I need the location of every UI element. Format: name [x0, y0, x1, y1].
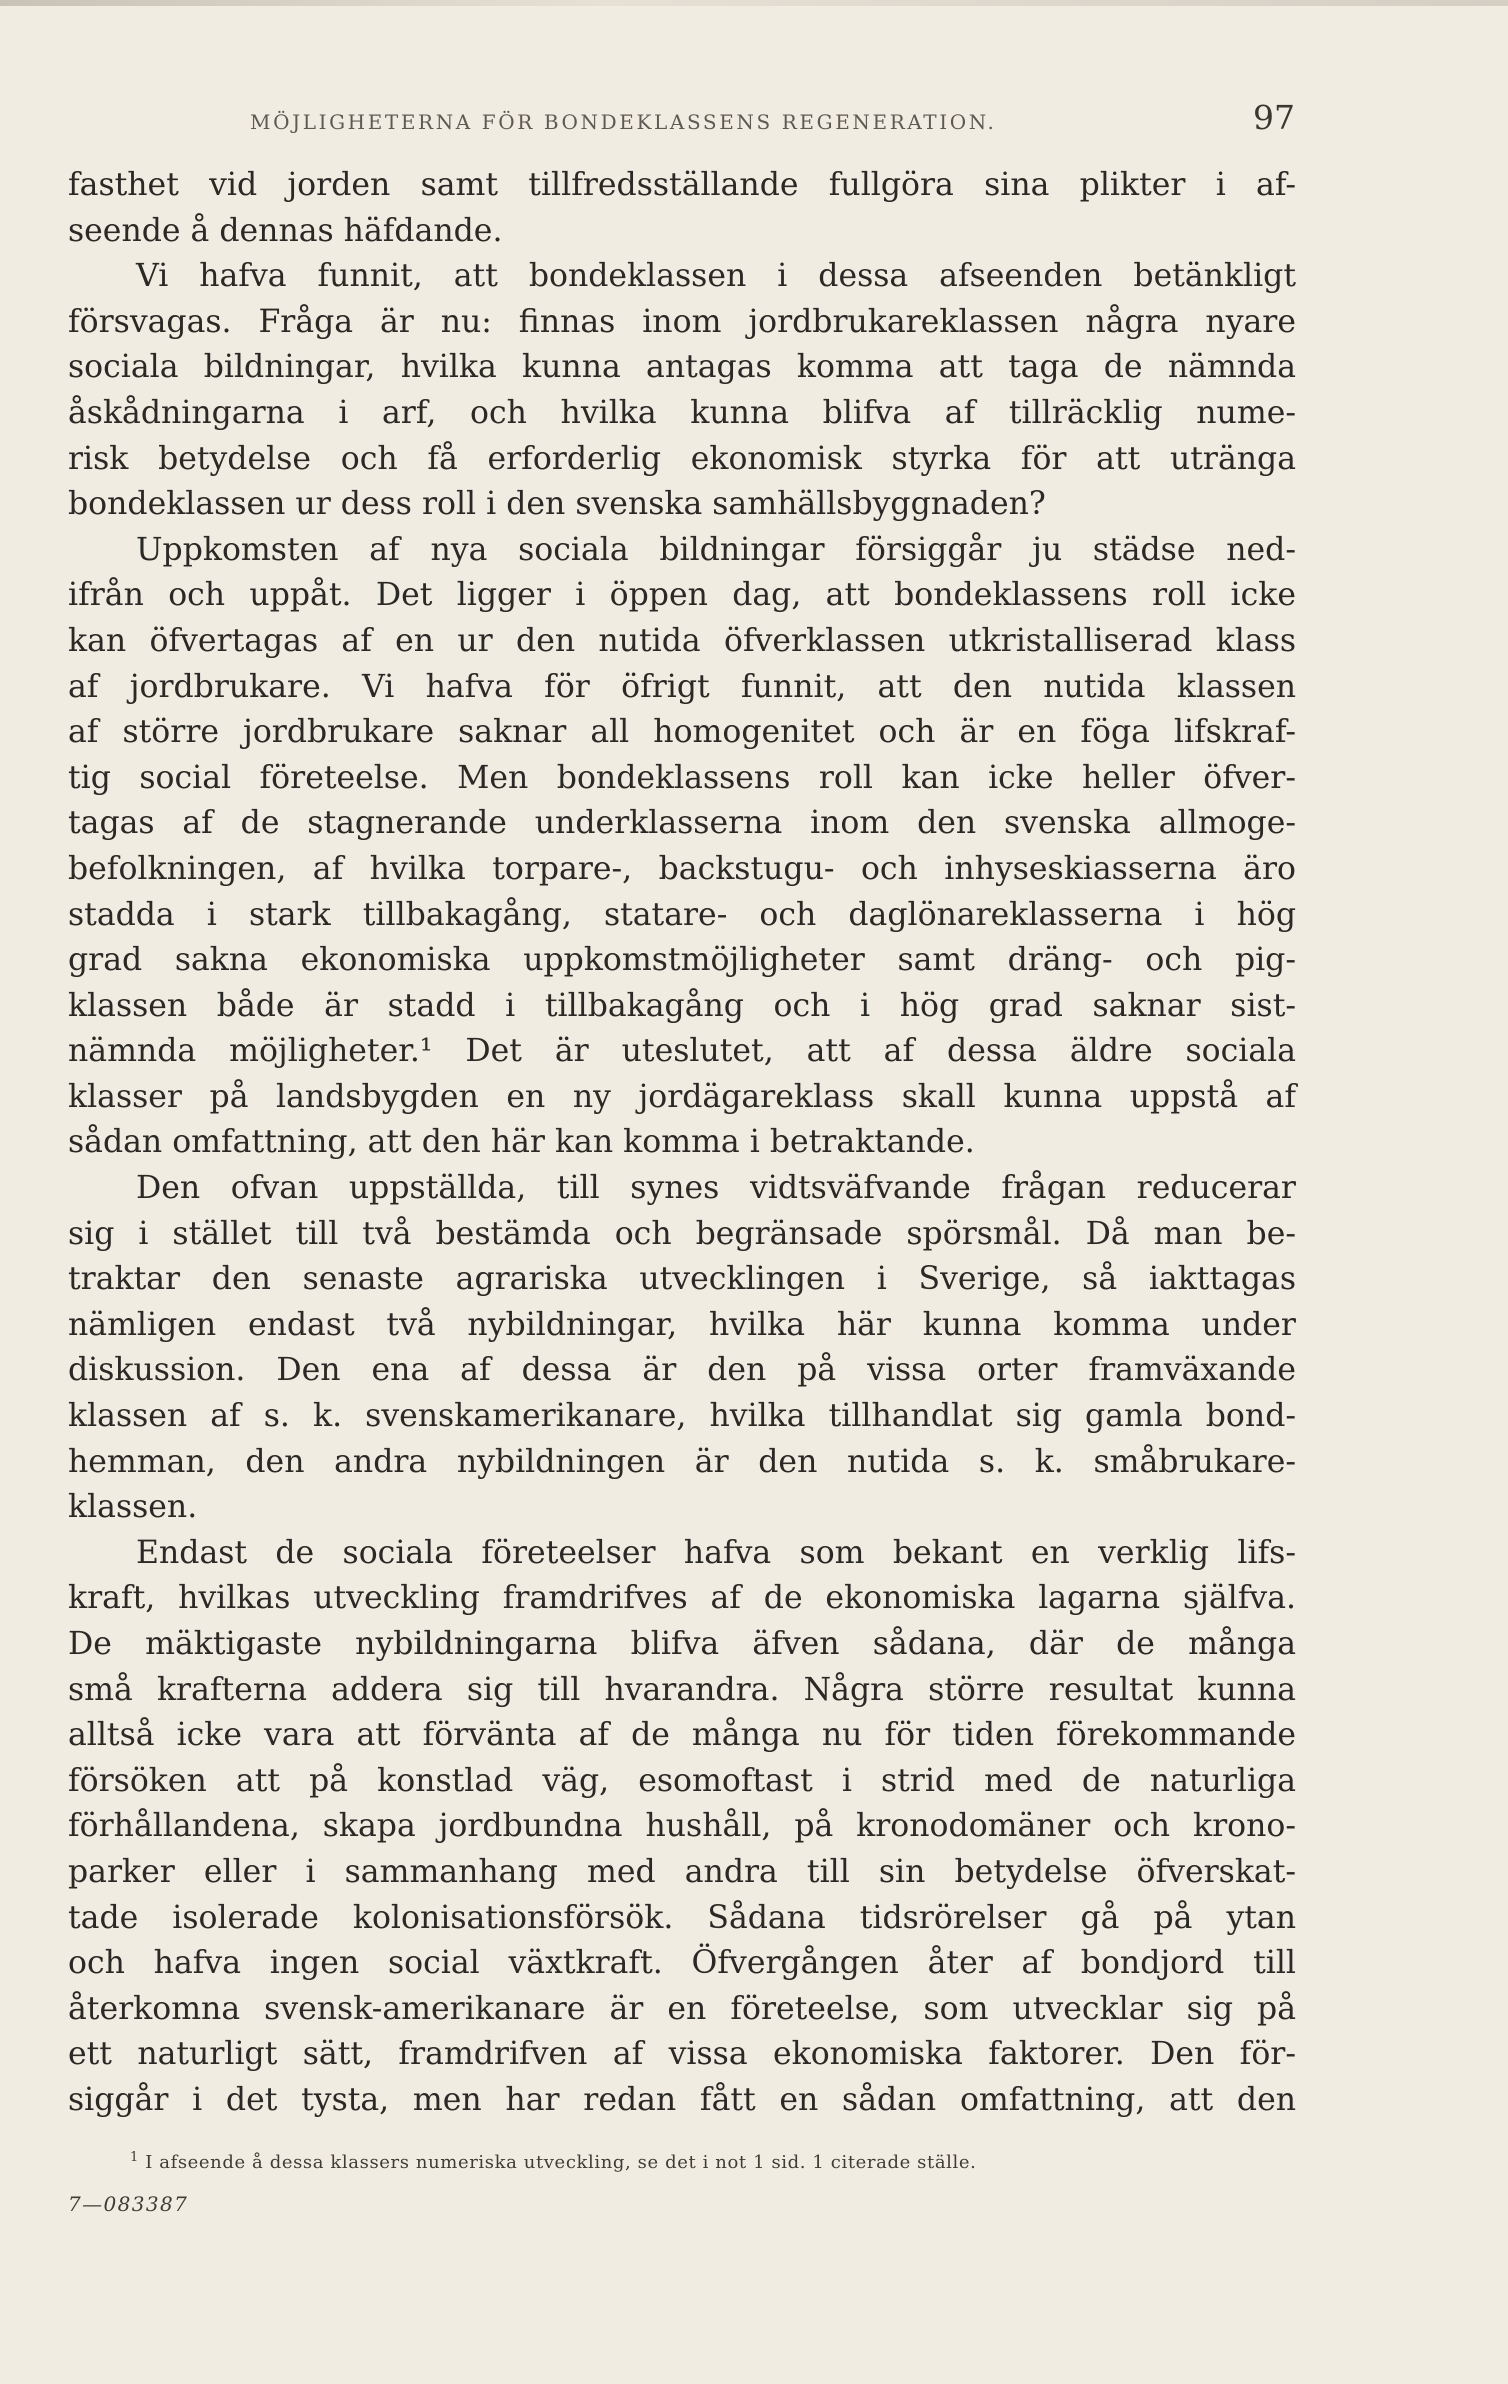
text-line: bondeklassen ur dess roll i den svenska samhällsbyggnaden?	[68, 486, 1046, 523]
text-line: befolkningen, af hvilka torpare-, backstugu- och inhyseskiasserna äro	[68, 850, 1296, 887]
text-line: parker eller i sammanhang med andra till sin betydelse öfverskat-	[68, 1853, 1296, 1890]
text-line: och hafva ingen social växtkraft. Öfvergången åter af bondjord till	[68, 1945, 1296, 1982]
text-line: diskussion. Den ena af dessa är den på vissa orter framväxande	[68, 1352, 1296, 1389]
text-line: försvagas. Fråga är nu: finnas inom jordbrukareklassen några nyare	[68, 303, 1296, 340]
text-line: klassen af s. k. svenskamerikanare, hvilka tillhandlat sig gamla bond-	[68, 1398, 1296, 1435]
footnote-text: I afseende å dessa klassers numeriska utveckling, se det i not 1 sid. 1 citerade ställe.	[145, 2152, 977, 2173]
text-line: kraft, hvilkas utveckling framdrifves af de ekonomiska lagarna själfva.	[68, 1580, 1296, 1617]
text-line: af jordbrukare. Vi hafva för öfrigt funnit, att den nutida klassen	[68, 668, 1296, 705]
text-line: nämligen endast två nybildningar, hvilka här kunna komma under	[68, 1306, 1296, 1343]
text-line: klassen.	[68, 1489, 198, 1526]
text-line: siggår i det tysta, men har redan fått en sådan omfattning, att den	[68, 2081, 1296, 2118]
scan-top-edge	[0, 0, 1508, 6]
text-line: alltså icke vara att förvänta af de många nu för tiden förekommande	[68, 1717, 1296, 1754]
text-line: ifrån och uppåt. Det ligger i öppen dag, att bondeklassens roll icke	[68, 577, 1296, 614]
text-line: af större jordbrukare saknar all homogenitet och är en föga lifskraf-	[68, 714, 1296, 751]
text-line: De mäktigaste nybildningarna blifva äfven sådana, där de många	[68, 1626, 1296, 1662]
text-line: Den ofvan uppställda, till synes vidtsväfvande frågan reducerar	[136, 1170, 1296, 1207]
text-line: traktar den senaste agrariska utvecklingen i Sverige, så iakttagas	[68, 1261, 1296, 1298]
text-line: risk betydelse och få erforderlig ekonomisk styrka för att utränga	[68, 440, 1296, 477]
text-line: Uppkomsten af nya sociala bildningar försiggår ju städse ned-	[136, 531, 1296, 568]
text-line: grad sakna ekonomiska uppkomstmöjligheter samt dräng- och pig-	[68, 942, 1296, 979]
printer-signature: 7—083387	[68, 2192, 189, 2216]
text-line: stadda i stark tillbakagång, statare- och daglönareklasserna i hög	[68, 896, 1296, 933]
footnote-marker: 1	[130, 2150, 139, 2165]
text-line: sig i stället till två bestämda och begränsade spörsmål. Då man be-	[68, 1215, 1296, 1252]
text-line: klasser på landsbygden en ny jordägareklass skall kunna uppstå af	[68, 1078, 1296, 1115]
text-line: sociala bildningar, hvilka kunna antagas komma att taga de nämnda	[68, 349, 1296, 386]
body-text	[68, 163, 1296, 2124]
running-title: MÖJLIGHETERNA FÖR BONDEKLASSENS REGENERATION.	[250, 110, 997, 134]
text-line: återkomna svensk-amerikanare är en företeelse, som utvecklar sig på	[68, 1990, 1296, 2027]
text-line: kan öfvertagas af en ur den nutida öfverklassen utkristalliserad klass	[68, 622, 1296, 659]
text-line: fasthet vid jorden samt tillfredsställande fullgöra sina plikter i af-	[68, 167, 1296, 203]
text-line: åskådningarna i arf, och hvilka kunna blifva af tillräcklig nume-	[68, 394, 1296, 431]
text-line: sådan omfattning, att den här kan komma i betraktande.	[68, 1124, 975, 1161]
text-line: klassen både är stadd i tillbakagång och i hög grad saknar sist-	[68, 987, 1296, 1024]
text-line: tig social företeelse. Men bondeklassens roll kan icke heller öfver-	[68, 759, 1296, 796]
text-line: Vi hafva funnit, att bondeklassen i dessa afseenden betänkligt	[136, 258, 1296, 295]
page-header	[70, 98, 1295, 148]
text-line: förhållandena, skapa jordbundna hushåll, på kronodomäner och krono-	[68, 1808, 1296, 1845]
text-line: tagas af de stagnerande underklasserna inom den svenska allmoge-	[68, 805, 1296, 842]
text-line: Endast de sociala företeelser hafva som bekant en verklig lifs-	[136, 1534, 1296, 1571]
text-line: små krafterna addera sig till hvarandra. Några större resultat kunna	[68, 1671, 1296, 1708]
footnote	[130, 2150, 1230, 2173]
text-line: seende å dennas häfdande.	[68, 212, 503, 249]
text-line: hemman, den andra nybildningen är den nutida s. k. småbrukare-	[68, 1443, 1296, 1480]
text-line: ett naturligt sätt, framdrifven af vissa ekonomiska faktorer. Den för-	[68, 2036, 1296, 2073]
page-number: 97	[1253, 98, 1295, 137]
text-line: försöken att på konstlad väg, esomoftast i strid med de naturliga	[68, 1762, 1296, 1799]
text-line: tade isolerade kolonisationsförsök. Sådana tidsrörelser gå på ytan	[68, 1899, 1296, 1936]
text-line: nämnda möjligheter.¹ Det är uteslutet, att af dessa äldre sociala	[68, 1033, 1296, 1070]
